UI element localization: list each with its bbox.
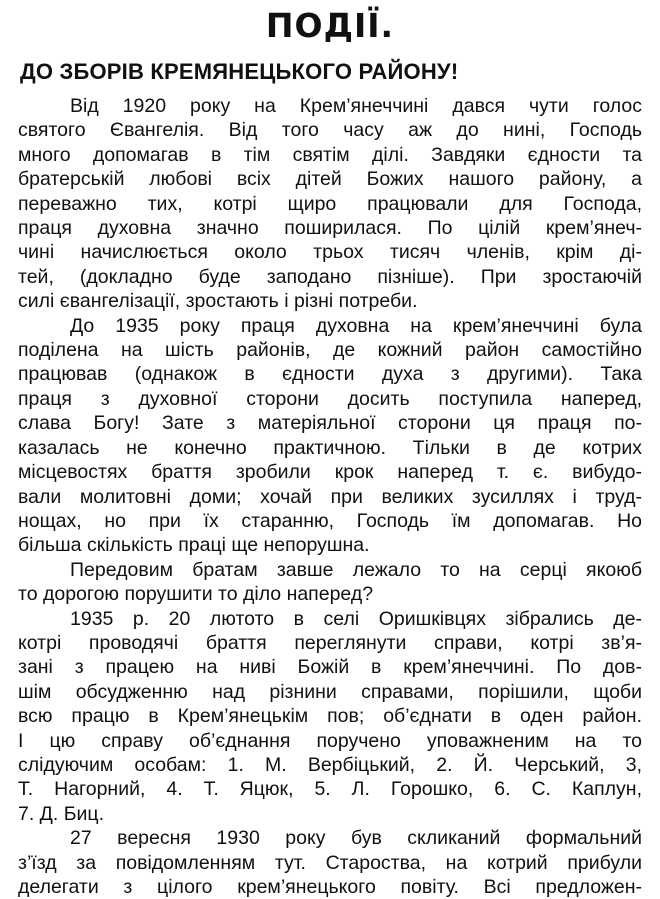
paragraph-3 [18,558,642,607]
text-line: святого Євангелія. Від того часу аж до нині, Господь [18,119,642,142]
text-line: делегати з цілого крем’янецького повіту. Всі предложен- [18,876,642,898]
text-line: вали молитовні доми; хочай при великих зусиллях і труд- [18,485,642,508]
text-line: Передовим братам завше лежало то на серці якоюб [70,558,642,581]
text-line: з’їзд за повідомленням тут. Староства, на котрий прибули [18,851,642,874]
text-line: праця духовна значно поширилася. По цілій крем’янеч- [18,217,642,240]
text-line: то дорогою порушити то діло наперед? [18,583,374,606]
section-title: ПОДІЇ. [265,6,395,45]
text-line: котрі проводячі браття переглянути справи, котрі зв’я- [18,631,642,654]
text-line: слідуючим особам: 1. М. Вербіцький, 2. Й. Черський, 3, [18,753,642,776]
text-line: працював (однакож в єдности духа з другими). Така [18,363,642,386]
text-line: шім обсудженню над різнини справами, порішили, щоби [18,680,642,703]
text-line: більша скількість праці ще непорушна. [18,534,370,557]
text-line: Т. Нагорний, 4. Т. Яцюк, 5. Л. Горошко, 6. С. Каплун, [18,778,642,801]
text-line: много допомагав в тім святім ділі. Завдяки єдности та [18,143,642,166]
text-line: поділена на шість районів, де кожний район самостійно [18,339,642,362]
paragraph-4 [18,607,642,827]
paragraph-5 [18,826,642,899]
text-line: Від 1920 року на Крем’янеччині дався чути голос [70,95,642,117]
article-headline: ДО ЗБОРІВ КРЕМЯНЕЦЬКОГО РАЙОНУ! [20,59,459,84]
text-line: І цю справу об’єднання поручено уповажненим на то [18,729,642,752]
text-line: слава Богу! Зате з матеріяльної сторони ця праця по- [18,412,642,435]
text-line: 27 вересня 1930 року був скликаний формальний [70,827,642,850]
text-line: силі євангелізації, зростають і різні потреби. [18,290,418,313]
article-body [18,94,642,899]
text-line: праця з духовної сторони досить поступила наперед, [18,387,642,410]
text-line: тей, (докладно буде заподано пізніше). При зростаючій [18,265,642,288]
text-line: казалась не конечно практичною. Тільки в де котрих [18,436,642,459]
text-line: нощах, но при їх старанню, Господь їм допомагав. Но [18,509,642,532]
text-line: чині начислюється около трьох тисяч членів, крім ді- [18,241,642,264]
text-line: 7. Д. Биц. [18,802,104,825]
text-line: зані з працею на ниві Божій в крем’янеччині. По дов- [18,656,642,679]
text-line: всю працю в Крем’янецькім пов; об’єднати в оден район. [18,705,642,728]
text-line: 1935 р. 20 лютото в селі Оришківцях зібрались де- [70,607,642,630]
text-line: місцевостях браття зробили крок наперед т. є. вибудо- [18,461,642,484]
text-line: До 1935 року праця духовна на крем’янеччині була [70,314,642,337]
paragraph-2 [18,314,642,558]
text-line: братерській любові всіх дітей Божих нашого району, а [18,168,642,191]
text-line: переважно тих, котрі щиро працювали для Господа, [18,192,642,215]
paragraph-1 [18,94,642,314]
